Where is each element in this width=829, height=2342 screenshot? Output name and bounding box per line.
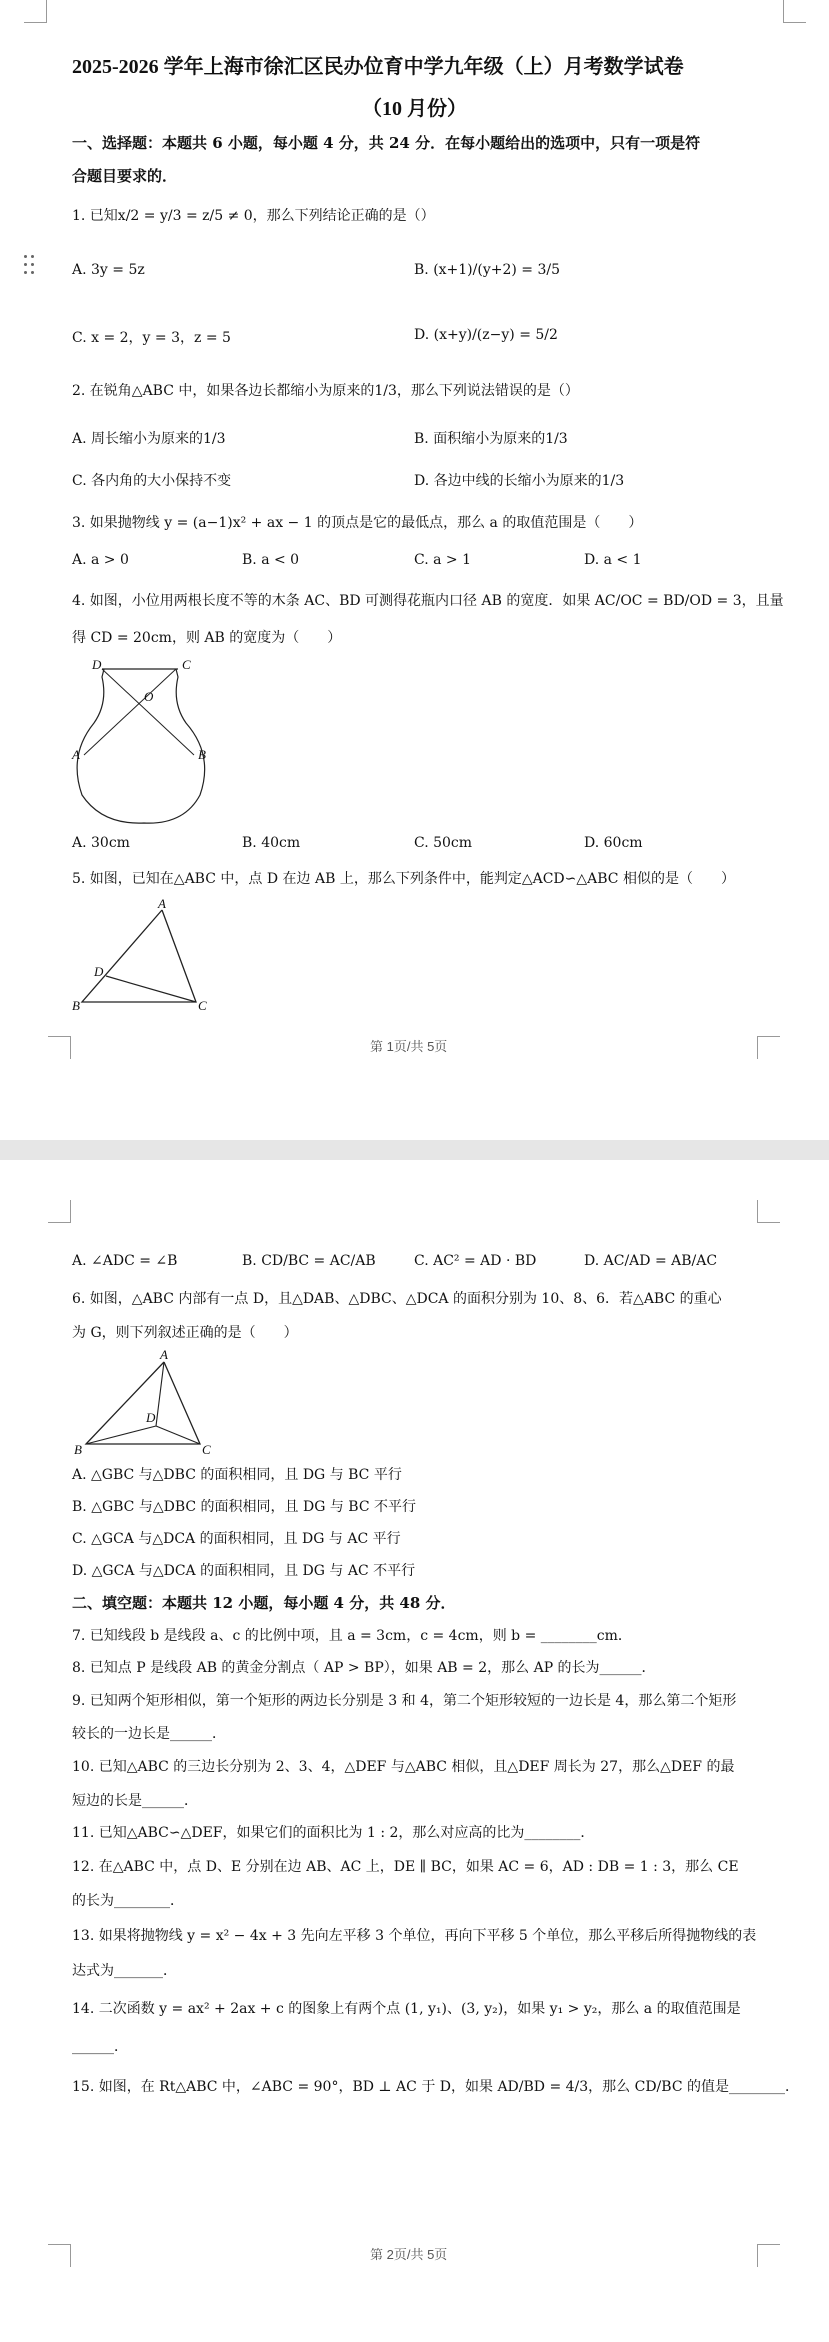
page-1	[0, 0, 829, 1140]
q1-option-b: B. (x+1)/(y+2) = 3/5	[414, 262, 560, 278]
exam-subtitle: （10 月份）	[362, 98, 467, 120]
triangle-abc	[86, 1362, 200, 1444]
page-2-footer: 第 2页/共 5页	[370, 2247, 448, 2262]
question-9-cont: 较长的一边长是______．	[72, 1726, 226, 1742]
exam-title: 2025-2026 学年上海市徐汇区民办位育中学九年级（上）月考数学试卷	[72, 56, 684, 78]
question-10-cont: 短边的长是______．	[72, 1793, 198, 1809]
segment-bd	[86, 1426, 156, 1444]
vase-figure	[72, 655, 212, 835]
q6-label-c: C	[202, 1442, 211, 1457]
question-4: 4. 如图，小位用两根长度不等的木条 AC、BD 可测得花瓶内口径 AB 的宽度．如果 AC/OC = BD/OD = 3，且量	[72, 593, 784, 609]
triangle-abc	[82, 910, 196, 1002]
question-4-cont: 得 CD = 20cm，则 AB 的宽度为（ ）	[72, 630, 342, 646]
vase-label-a: A	[72, 747, 80, 762]
vase-label-o: O	[144, 689, 154, 704]
q6-option-d: D. △GCA 与△DCA 的面积相同，且 DG 与 AC 不平行	[72, 1563, 416, 1579]
q6-label-a: A	[160, 1347, 168, 1362]
q3-option-a: A. a > 0	[72, 552, 129, 568]
crop-mark-top-left	[24, 0, 47, 23]
question-15: 15. 如图，在 Rt△ABC 中，∠ABC = 90°，BD ⊥ AC 于 D，如果 AD/BD = 4/3，那么 CD/BC 的值是________．	[72, 2079, 799, 2095]
q1-option-d: D. (x+y)/(z−y) = 5/2	[414, 327, 558, 343]
segment-cd	[106, 976, 196, 1002]
q2-option-d: D. 各边中线的长缩小为原来的1/3	[414, 473, 625, 489]
q5-label-b: B	[72, 998, 80, 1013]
question-1: 1. 已知x/2 = y/3 = z/5 ≠ 0，那么下列结论正确的是（）	[72, 208, 435, 224]
q1-option-a: A. 3y = 5z	[72, 262, 145, 278]
q6-option-c: C. △GCA 与△DCA 的面积相同，且 DG 与 AC 平行	[72, 1531, 401, 1547]
q4-option-d: D. 60cm	[584, 835, 643, 851]
crop-mark-bottom-right	[757, 2244, 780, 2267]
section-1-heading-cont: 合题目要求的．	[72, 167, 178, 185]
section-1-heading: 一、选择题：本题共 6 小题，每小题 4 分，共 24 分．在每小题给出的选项中，只有一项是符	[72, 134, 701, 152]
q2-option-a: A. 周长缩小为原来的1/3	[72, 431, 226, 447]
q5-label-d: D	[94, 964, 104, 979]
segment-ad	[156, 1362, 164, 1426]
q1-option-c: C. x = 2，y = 3，z = 5	[72, 330, 231, 346]
question-10: 10. 已知△ABC 的三边长分别为 2、3、4，△DEF 与△ABC 相似，且△DEF 周长为 27，那么△DEF 的最	[72, 1759, 735, 1775]
page-1-footer: 第 1页/共 5页	[370, 1039, 448, 1054]
crop-mark-bottom-left	[48, 2244, 71, 2267]
question-12-cont: 的长为________．	[72, 1893, 184, 1909]
q5-label-a: A	[158, 896, 166, 911]
question-7: 7. 已知线段 b 是线段 a、c 的比例中项，且 a = 3cm，c = 4cm，则 b = ________cm．	[72, 1628, 632, 1644]
q4-option-a: A. 30cm	[72, 835, 130, 851]
question-11: 11. 已知△ABC∽△DEF，如果它们的面积比为 1 : 2，那么对应高的比为________．	[72, 1825, 595, 1841]
question-8: 8. 已知点 P 是线段 AB 的黄金分割点（ AP > BP），如果 AB = 2，那么 AP 的长为______．	[72, 1660, 656, 1676]
section-2-heading: 二、填空题：本题共 12 小题，每小题 4 分，共 48 分．	[72, 1594, 456, 1612]
q5-triangle-figure	[72, 898, 212, 1018]
page-2	[0, 1160, 829, 2342]
q2-option-b: B. 面积缩小为原来的1/3	[414, 431, 568, 447]
crop-mark-bottom-left	[48, 1036, 71, 1059]
question-5: 5. 如图，已知在△ABC 中，点 D 在边 AB 上，那么下列条件中，能判定△ACD∽△ABC 相似的是（ ）	[72, 871, 735, 887]
q3-option-d: D. a < 1	[584, 552, 642, 568]
stick-ca	[84, 669, 176, 755]
q5-option-d: D. AC/AD = AB/AC	[584, 1253, 718, 1269]
drag-handle-icon[interactable]	[24, 255, 38, 279]
crop-mark-bottom-right	[757, 1036, 780, 1059]
q4-option-c: C. 50cm	[414, 835, 473, 851]
q5-label-c: C	[198, 998, 207, 1013]
q5-option-c: C. AC² = AD · BD	[414, 1253, 537, 1269]
vase-label-c: C	[182, 657, 191, 672]
question-9: 9. 已知两个矩形相似，第一个矩形的两边长分别是 3 和 4，第二个矩形较短的一边长是 4，那么第二个矩形	[72, 1693, 737, 1709]
q6-label-b: B	[74, 1442, 82, 1457]
q6-option-b: B. △GBC 与△DBC 的面积相同，且 DG 与 BC 不平行	[72, 1499, 417, 1515]
crop-mark-top-right	[783, 0, 806, 23]
q6-triangle-figure	[72, 1347, 222, 1460]
q3-option-b: B. a < 0	[242, 552, 300, 568]
vase-label-d: D	[92, 657, 102, 672]
question-6: 6. 如图，△ABC 内部有一点 D，且△DAB、△DBC、△DCA 的面积分别为 10、8、6．若△ABC 的重心	[72, 1291, 722, 1307]
vase-label-b: B	[198, 747, 206, 762]
question-12: 12. 在△ABC 中，点 D、E 分别在边 AB、AC 上，DE ∥ BC，如果 AC = 6，AD : DB = 1 : 3，那么 CE	[72, 1859, 739, 1875]
question-14: 14. 二次函数 y = ax² + 2ax + c 的图象上有两个点 (1, y₁)、(3, y₂)，如果 y₁ > y₂，那么 a 的取值范围是	[72, 2001, 741, 2017]
question-13: 13. 如果将抛物线 y = x² − 4x + 3 先向左平移 3 个单位，再向下平移 5 个单位，那么平移后所得抛物线的表	[72, 1928, 757, 1944]
q6-label-d: D	[146, 1410, 156, 1425]
crop-mark-top-right	[757, 1200, 780, 1223]
question-13-cont: 达式为_______．	[72, 1963, 177, 1979]
vase-outline	[77, 669, 205, 823]
crop-mark-top-left	[48, 1200, 71, 1223]
q3-option-c: C. a > 1	[414, 552, 471, 568]
q6-option-a: A. △GBC 与△DBC 的面积相同，且 DG 与 BC 平行	[72, 1467, 402, 1483]
q5-option-a: A. ∠ADC = ∠B	[72, 1253, 178, 1269]
q2-option-c: C. 各内角的大小保持不变	[72, 473, 232, 489]
q5-option-b: B. CD/BC = AC/AB	[242, 1253, 376, 1269]
question-2: 2. 在锐角△ABC 中，如果各边长都缩小为原来的1/3，那么下列说法错误的是（）	[72, 383, 579, 399]
question-6-cont: 为 G，则下列叙述正确的是（ ）	[72, 1325, 298, 1341]
question-3: 3. 如果抛物线 y = (a−1)x² + ax − 1 的顶点是它的最低点，那么 a 的取值范围是（ ）	[72, 515, 643, 531]
q4-option-b: B. 40cm	[242, 835, 301, 851]
question-14-cont: ______．	[72, 2039, 128, 2055]
